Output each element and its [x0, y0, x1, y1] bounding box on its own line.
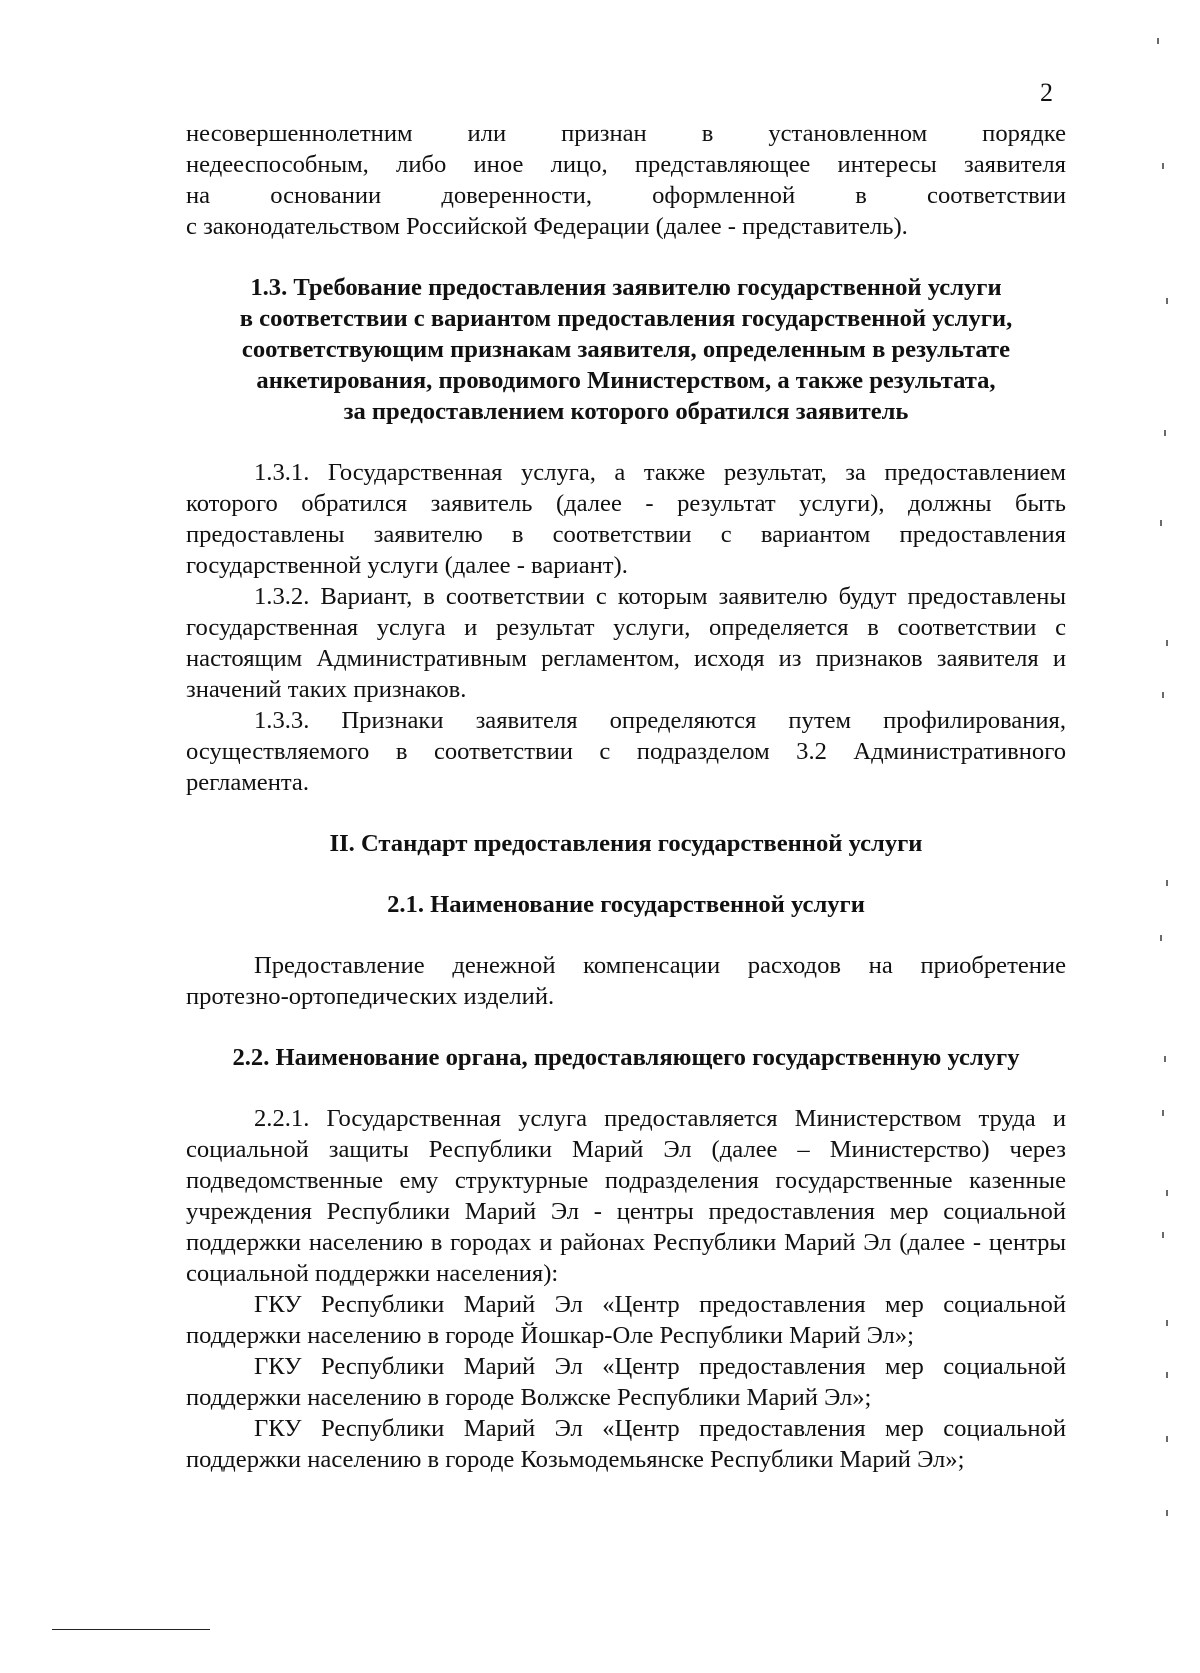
heading-line: анкетирования, проводимого Министерством, а также результата,	[256, 367, 996, 394]
scan-speck	[1157, 38, 1159, 44]
scan-speck	[1164, 430, 1166, 436]
scan-speck	[1166, 1510, 1168, 1516]
heading-line: в соответствии с вариантом предоставления государственной услуги,	[239, 305, 1013, 332]
scan-speck	[1166, 1190, 1168, 1196]
heading-line: 1.3. Требование предоставления заявителю государственной услуги	[250, 274, 1002, 301]
scan-speck	[1160, 935, 1162, 941]
scan-speck	[1166, 640, 1168, 646]
scan-speck	[1162, 692, 1164, 698]
scan-speck	[1166, 298, 1168, 304]
intro-line: недееспособным, либо иное лицо, представляющее интересы заявителя	[186, 151, 1066, 178]
section-2-heading: II. Стандарт предоставления государственной услуги	[329, 830, 923, 857]
list-item: ГКУ Республики Марий Эл «Центр предоставления мер социальной поддержки населению в городе Волжске Республики Марий Эл»;	[186, 1353, 1066, 1411]
intro-paragraph	[186, 118, 1066, 242]
footnote-separator-line	[52, 1629, 210, 1630]
list-item: ГКУ Республики Марий Эл «Центр предоставления мер социальной поддержки населению в городе Козьмодемьянске Республики Марий Эл»;	[186, 1415, 1066, 1473]
page-number: 2	[1040, 78, 1053, 107]
heading-line: соответствующим признакам заявителя, определенным в результате	[241, 336, 1011, 363]
paragraph-2-1: Предоставление денежной компенсации расходов на приобретение протезно-ортопедических изделий.	[186, 952, 1066, 1010]
document-body	[186, 118, 1066, 1475]
scan-speck	[1164, 1056, 1166, 1062]
paragraph-1-3-3: 1.3.3. Признаки заявителя определяются путем профилирования, осуществляемого в соответствии с подразделом 3.2 Административного регламента.	[186, 707, 1066, 796]
heading-line: за предоставлением которого обратился заявитель	[343, 398, 909, 425]
scan-speck	[1166, 1320, 1168, 1326]
scan-speck	[1166, 1436, 1168, 1442]
paragraph-1-3-2: 1.3.2. Вариант, в соответствии с которым заявителю будут предоставлены государственная услуга и результат услуги, определяется в соответствии с настоящим Административным регламентом, исходя из признаков заявителя и значений таких признаков.	[186, 583, 1066, 703]
scan-speck	[1162, 1232, 1164, 1238]
section-2-1-heading: 2.1. Наименование государственной услуги	[387, 891, 865, 918]
paragraph-2-2-1: 2.2.1. Государственная услуга предоставляется Министерством труда и социальной защиты Республики Марий Эл (далее – Министерство) через подведомственные ему структурные подразделения государственные казенные учреждения Республики Марий Эл - центры предоставления мер социальной поддержки населению в городах и районах Республики Марий Эл (далее - центры социальной поддержки населения):	[186, 1105, 1066, 1287]
list-item: ГКУ Республики Марий Эл «Центр предоставления мер социальной поддержки населению в городе Йошкар-Оле Республики Марий Эл»;	[186, 1291, 1066, 1349]
scan-speck	[1166, 880, 1168, 886]
intro-line: на основании доверенности, оформленной в соответствии	[186, 182, 1066, 209]
scan-speck	[1162, 1110, 1164, 1116]
intro-line: несовершеннолетним или признан в установленном порядке	[186, 120, 1066, 147]
section-1-3-heading	[186, 272, 1066, 427]
scan-speck	[1166, 1372, 1168, 1378]
section-2-2-heading: 2.2. Наименование органа, предоставляющего государственную услугу	[232, 1044, 1020, 1071]
intro-line: с законодательством Российской Федерации (далее - представитель).	[186, 213, 908, 240]
scan-speck	[1162, 163, 1164, 169]
scan-speck	[1160, 520, 1162, 526]
paragraph-1-3-1: 1.3.1. Государственная услуга, а также результат, за предоставлением которого обратился заявитель (далее - результат услуги), должны быть предоставлены заявителю в соответствии с вариантом предоставления государственной услуги (далее - вариант).	[186, 459, 1066, 579]
